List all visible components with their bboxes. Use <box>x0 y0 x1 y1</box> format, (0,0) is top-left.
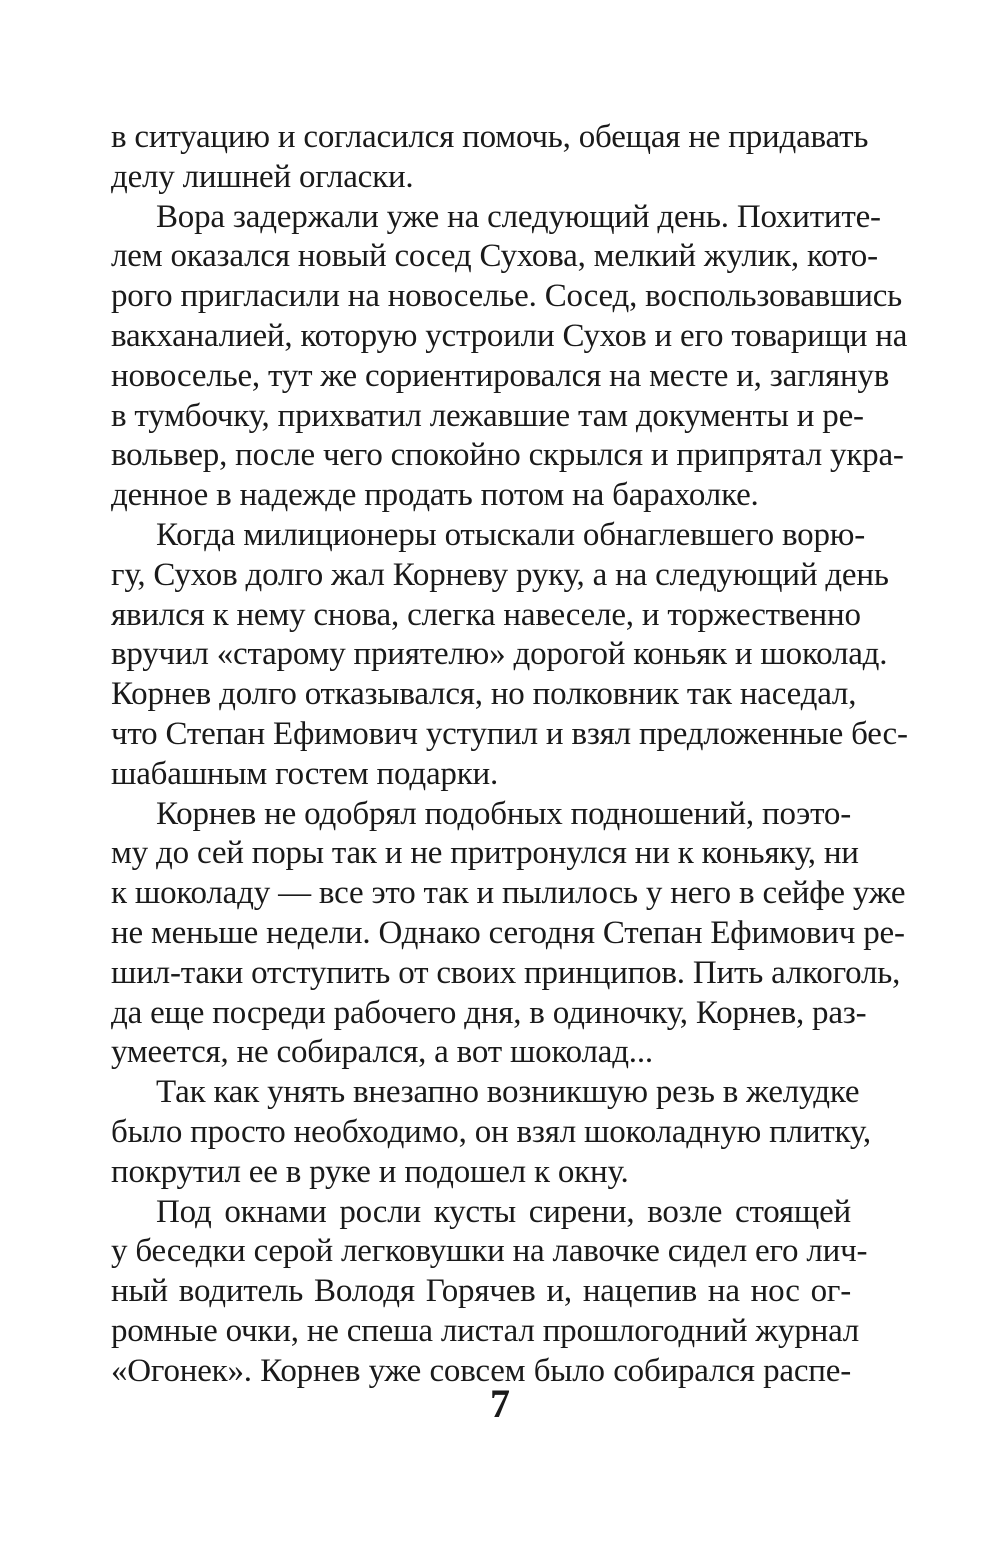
text-line: рого пригласили на новоселье. Сосед, воспользовавшись <box>111 278 903 315</box>
text-line: новоселье, тут же сориентировался на месте и, заглянув <box>111 357 890 394</box>
text-line: вольвер, после чего спокойно скрылся и припрятал укра- <box>111 437 904 474</box>
text-line: ный водитель Володя Горячев и, нацепив на нос ог- <box>111 1273 851 1310</box>
text-line: вручил «старому приятелю» дорогой коньяк и шоколад. <box>111 636 888 673</box>
text-line: в ситуацию и согласился помочь, обещая не придавать <box>111 119 869 155</box>
text-line: лем оказался новый сосед Сухова, мелкий жулик, кото- <box>111 238 878 275</box>
text-line: Под окнами росли кусты сирени, возле стоящей <box>156 1193 851 1230</box>
text-line: му до сей поры так и не притронулся ни к коньяку, ни <box>111 835 859 872</box>
text-line: явился к нему снова, слегка навеселе, и торжественно <box>111 596 861 633</box>
text-line: не меньше недели. Однако сегодня Степан Ефимович ре- <box>111 914 905 951</box>
text-line: шил-таки отступить от своих принципов. Пить алкоголь, <box>111 954 901 991</box>
text-line: Вора задержали уже на следующий день. Похитите- <box>156 198 881 235</box>
text-line: «Огонек». Корнев уже совсем было собирался распе- <box>111 1352 851 1389</box>
text-line: умеется, не собирался, а вот шоколад... <box>111 1034 653 1071</box>
text-line: ромные очки, не спеша листал прошлогодний журнал <box>111 1312 860 1349</box>
text-line: что Степан Ефимович уступил и взял предложенные бес- <box>111 715 908 752</box>
text-line: к шоколаду — все это так и пылилось у него в сейфе уже <box>111 875 906 912</box>
page-number: 7 <box>490 1381 510 1426</box>
text-line: Когда милиционеры отыскали обнаглевшего ворю- <box>156 516 865 553</box>
text-line: у беседки серой легковушки на лавочке сидел его лич- <box>111 1233 868 1270</box>
text-line: вакханалией, которую устроили Сухов и его товарищи на <box>111 317 908 354</box>
text-line: делу лишней огласки. <box>111 158 414 195</box>
text-line: в тумбочку, прихватил лежавшие там документы и ре- <box>111 397 864 434</box>
text-line: шабашным гостем подарки. <box>111 755 499 792</box>
text-line: гу, Сухов долго жал Корневу руку, а на следующий день <box>111 556 889 593</box>
text-line: денное в надежде продать потом на барахолке. <box>111 477 759 514</box>
text-line: Так как унять внезапно возникшую резь в желудке <box>156 1074 860 1111</box>
page-body <box>111 118 908 1392</box>
text-line: да еще посреди рабочего дня, в одиночку, Корнев, раз- <box>111 994 867 1031</box>
text-line: было просто необходимо, он взял шоколадную плитку, <box>111 1113 871 1150</box>
text-line: Корнев не одобрял подобных подношений, поэто- <box>156 795 851 832</box>
text-line: Корнев долго отказывался, но полковник так наседал, <box>111 676 857 713</box>
text-line: покрутил ее в руке и подошел к окну. <box>111 1153 629 1190</box>
